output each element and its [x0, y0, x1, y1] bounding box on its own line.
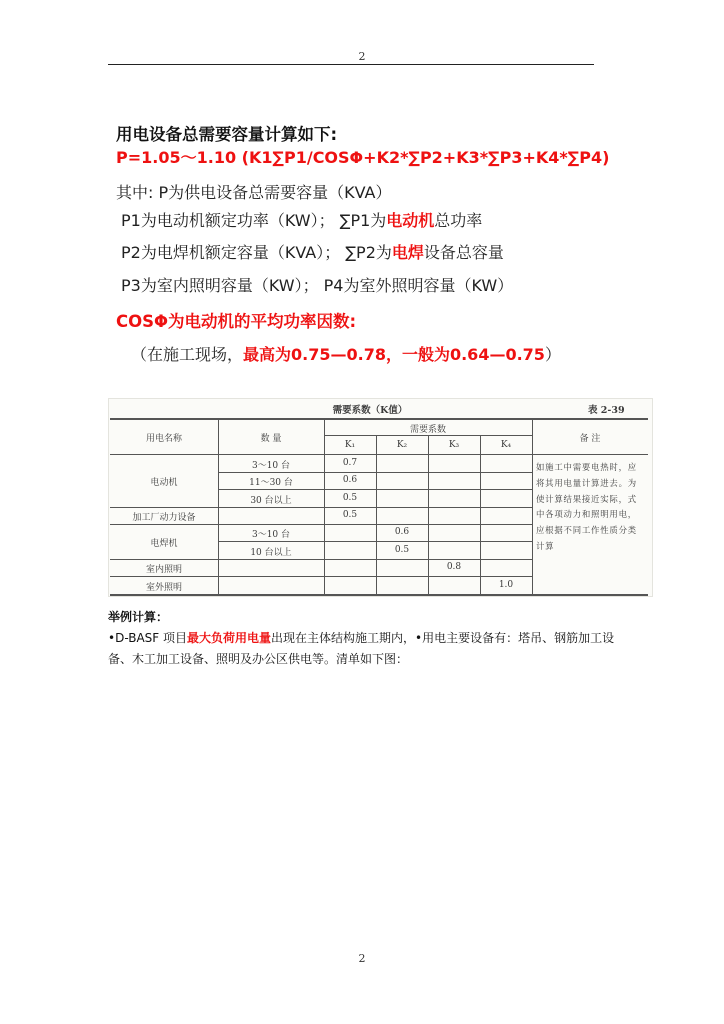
text-line-p2 [121, 240, 504, 263]
example-paragraph [108, 628, 628, 670]
table-rule [218, 489, 532, 490]
motor-qty-3: 30 台以上 [250, 496, 292, 506]
factory-k1: 0.5 [342, 510, 358, 520]
table-col-rule [532, 418, 533, 594]
table-rule [110, 454, 648, 455]
row-motor: 电动机 [150, 478, 178, 488]
row-indoor-lighting: 室内照明 [145, 565, 183, 575]
motor-k1-2: 0.6 [342, 475, 358, 485]
table-rule [218, 472, 532, 473]
text-line-p1 [121, 208, 482, 231]
outdoor-k4: 1.0 [498, 580, 514, 590]
cos-range-open: （在施工现场， [131, 345, 244, 364]
header-name: 用电名称 [145, 434, 183, 444]
p1-text-tail: 总功率 [434, 211, 483, 230]
welder-k2-1: 0.6 [394, 527, 410, 537]
example-text-body: 出现在主体结构施工期内，•用电主要设备有：塔吊、钢筋加工设备、木工加工设备、照明及办公区供电等。清单如下图： [108, 631, 615, 666]
table-rule [110, 507, 532, 508]
p1-highlight: 电动机 [386, 211, 435, 230]
header-count: 数 量 [260, 434, 282, 444]
welder-qty-1: 3～10 台 [251, 530, 291, 540]
table-col-rule [480, 435, 481, 594]
section-title: 用电设备总需要容量计算如下: [116, 125, 338, 144]
header-k3: K₃ [448, 440, 460, 450]
table-col-rule [376, 435, 377, 594]
welder-k2-2: 0.5 [394, 545, 410, 555]
table-top-rule [110, 418, 648, 420]
p2-text-tail: 设备总容量 [423, 243, 504, 262]
motor-qty-2: 11～30 台 [249, 478, 293, 488]
p2-highlight: 电焊 [391, 243, 424, 262]
cos-range-values: 最高为0.75—0.78，一般为0.64—0.75 [243, 345, 545, 364]
p2-text: P2为电焊机额定容量（KVA）； ∑P2为 [121, 243, 392, 262]
table-rule [110, 559, 532, 560]
header-k4: K₄ [500, 440, 512, 450]
indoor-k3: 0.8 [446, 562, 462, 572]
header-coefficient: 需要系数 [409, 425, 447, 435]
table-col-rule [324, 418, 325, 594]
cos-phi-heading: COSΦ为电动机的平均功率因数: [116, 312, 357, 331]
table-rule [110, 576, 532, 577]
table-rule [110, 524, 532, 525]
table-col-rule [428, 435, 429, 594]
table-bottom-rule [110, 594, 648, 596]
row-factory-power: 加工厂动力设备 [132, 513, 196, 523]
example-title: 举例计算： [108, 610, 169, 624]
p1-text: P1为电动机额定功率（KW）； ∑P1为 [121, 211, 387, 230]
header-remark: 备 注 [579, 434, 601, 444]
header-rule [108, 64, 594, 65]
text-line-p-definition: 其中: P为供电设备总需要容量（KVA） [116, 183, 392, 202]
footer-page-number: 2 [358, 952, 366, 965]
table-remark-note: 如施工中需要电热时，应将其用电量计算进去。为使计算结果接近实际，式中各项动力和照明用电，应根据不同工作性质分类计算 [536, 462, 637, 551]
table-caption: 需要系数（K值） [332, 405, 408, 416]
motor-k1-1: 0.7 [342, 458, 358, 468]
header-k1: K₁ [344, 440, 356, 450]
motor-k1-3: 0.5 [342, 493, 358, 503]
table-rule [218, 541, 532, 542]
example-highlight: 最大负荷用电量 [187, 631, 272, 645]
motor-qty-1: 3～10 台 [251, 461, 291, 471]
text-line-cos-range [131, 342, 561, 365]
table-number: 表 2-39 [588, 405, 625, 416]
table-col-rule [218, 418, 219, 594]
row-outdoor-lighting: 室外照明 [145, 583, 183, 593]
cos-range-close: ） [544, 345, 561, 364]
example-text-lead: •D-BASF 项目 [108, 631, 187, 645]
row-welder: 电焊机 [150, 539, 178, 549]
header-page-number: 2 [358, 50, 366, 63]
capacity-formula: P=1.05～1.10 (K1∑P1/COSΦ+K2*∑P2+K3*∑P3+K4*∑P4) [116, 148, 610, 167]
header-k2: K₂ [396, 440, 408, 450]
demand-coefficient-table [108, 398, 653, 597]
welder-qty-2: 10 台以上 [250, 548, 292, 558]
text-line-p3-p4: P3为室内照明容量（KW）； P4为室外照明容量（KW） [121, 276, 514, 295]
